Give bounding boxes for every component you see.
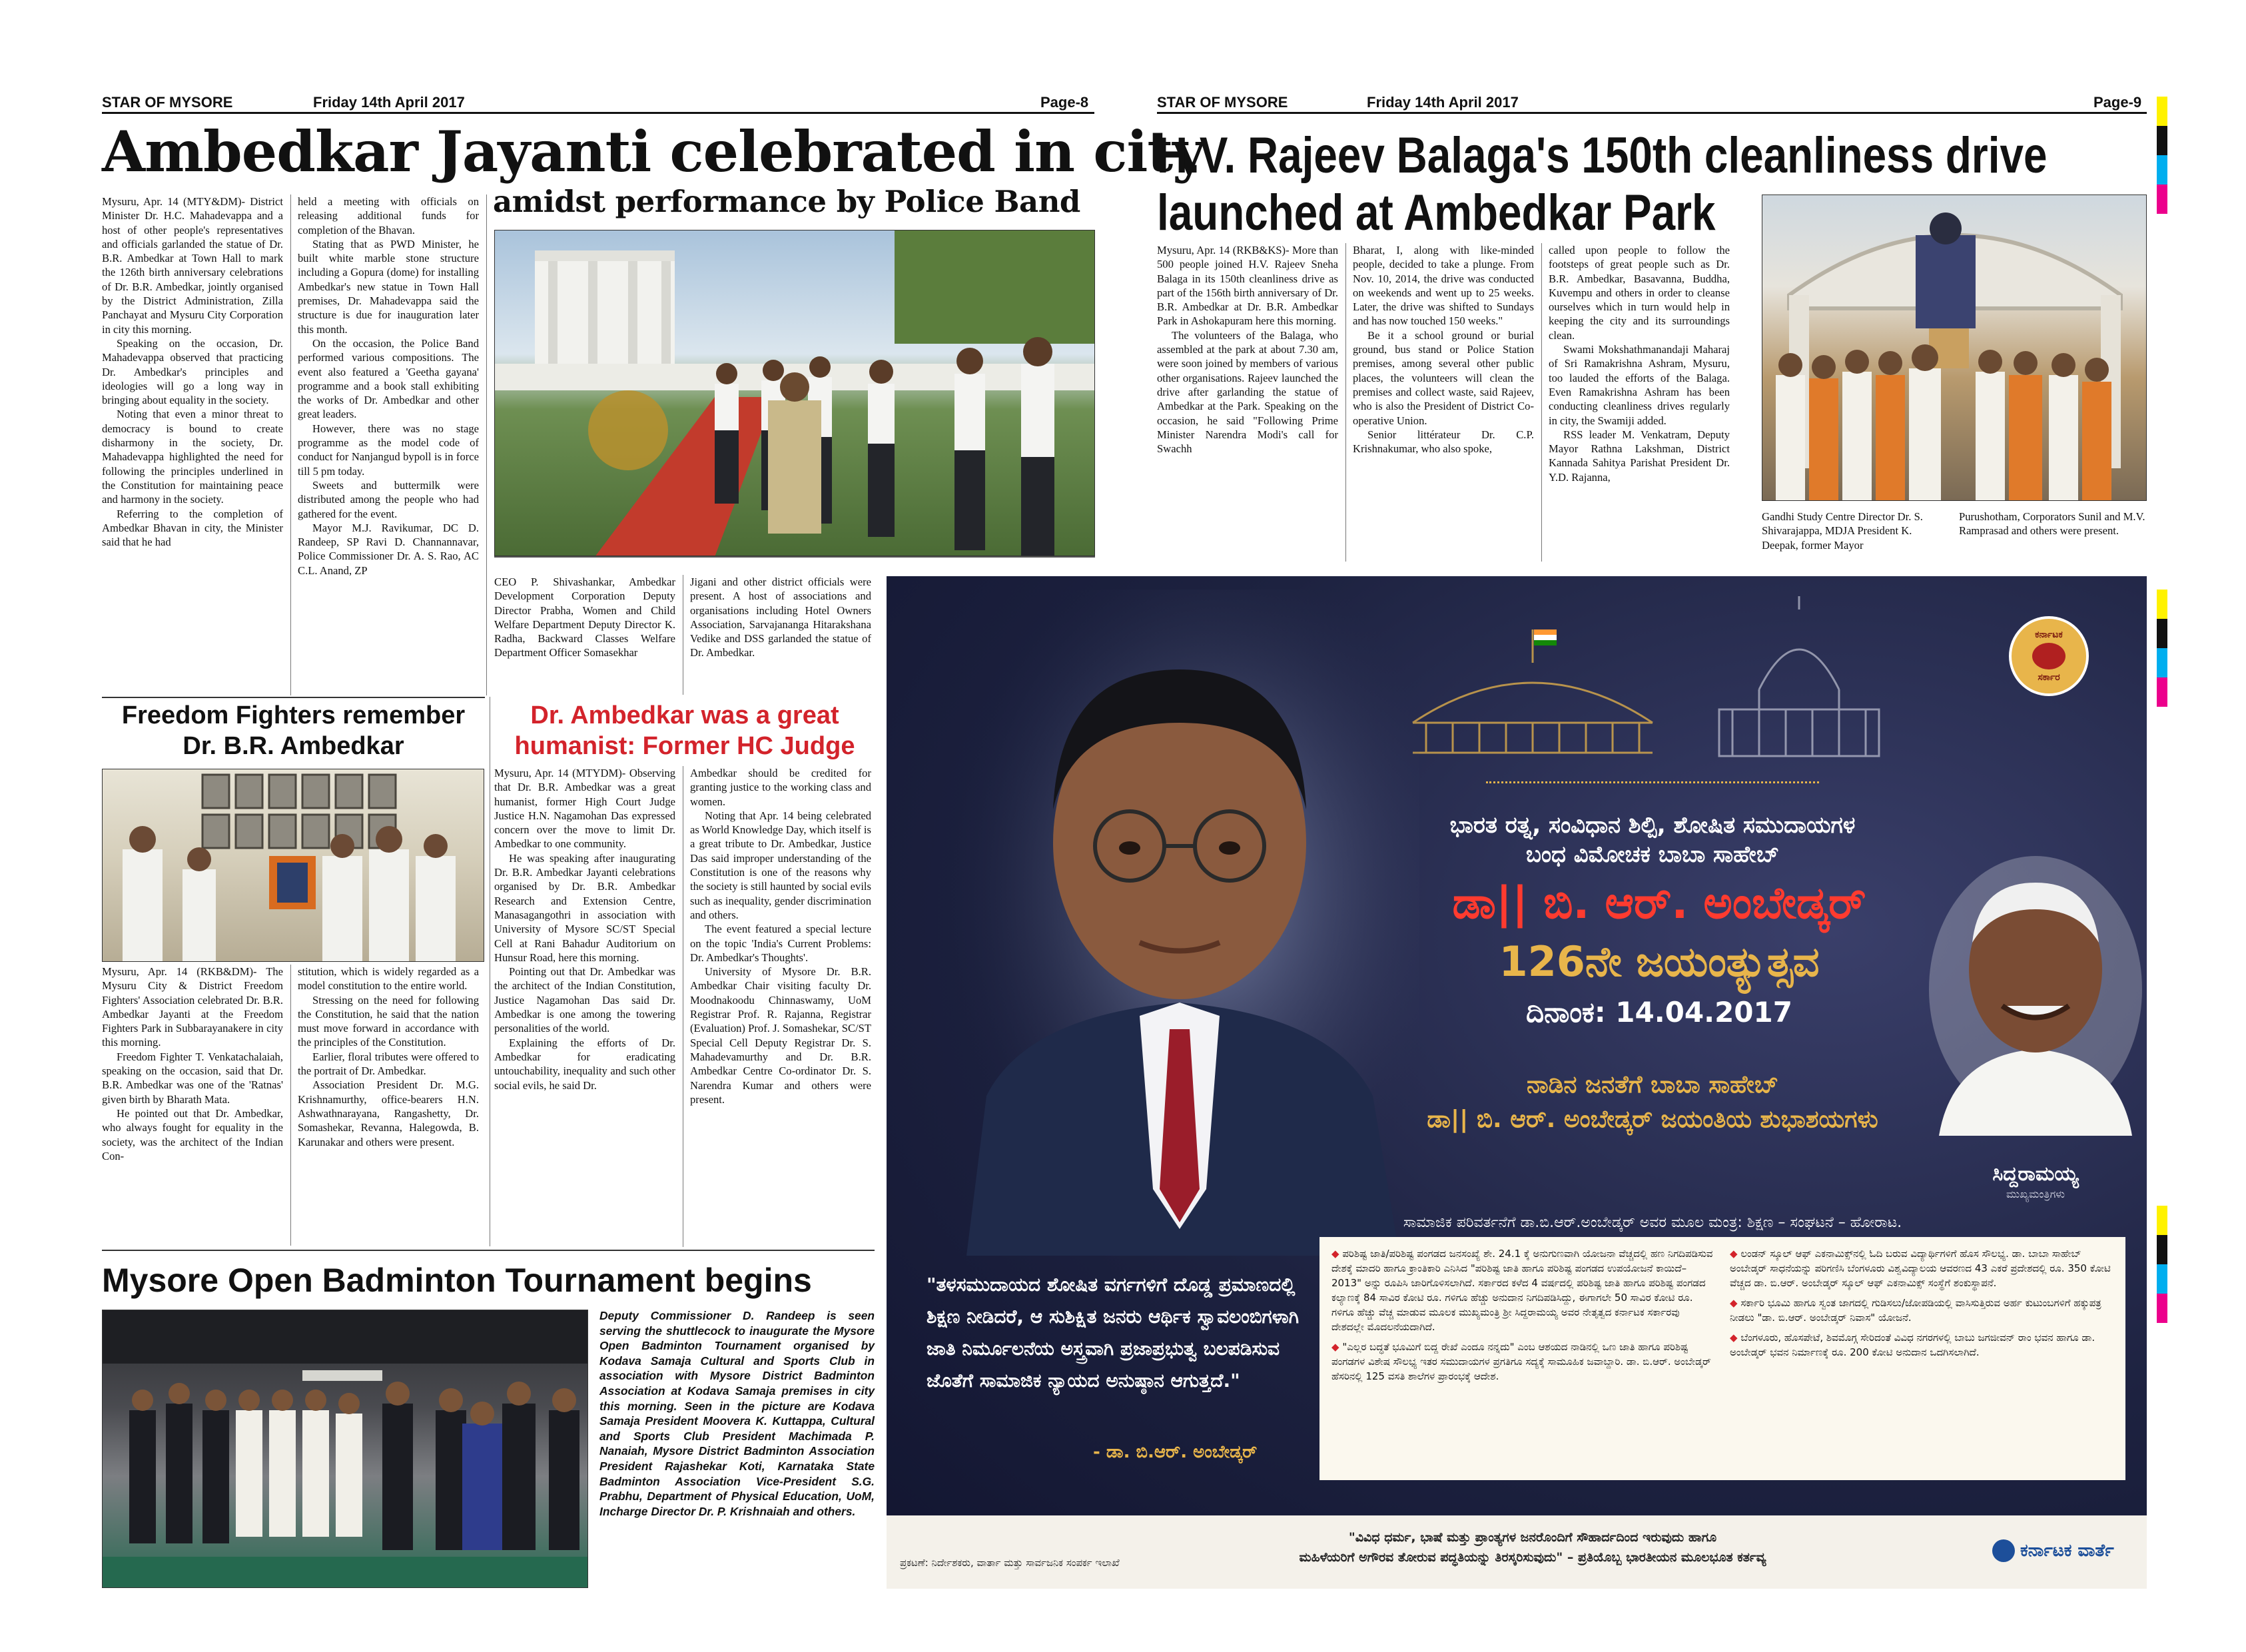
- badminton-illustration: [103, 1310, 588, 1588]
- paragraph: Stressing on the need for following the Constitution, he said that the nation must move forward in accordance with the principles of the Constitution.: [298, 993, 479, 1049]
- varthe-logo-icon: [1992, 1539, 2015, 1562]
- ornament-divider: [1486, 781, 1819, 785]
- freedom-fighters-photo: [102, 769, 484, 962]
- advert-greet1: ನಾಡಿನ ಜನತೆಗೆ ಬಾಬಾ ಸಾಹೇಬ್: [1526, 1071, 1779, 1098]
- parliament-illustration: [1386, 590, 2052, 763]
- advert-bullet-panel: [1319, 1237, 2125, 1480]
- advert-line2: ಬಂಧ ವಿಮೋಚಕ ಬಾಬಾ ಸಾಹೇಬ್: [1525, 841, 1780, 868]
- paragraph: Association President Dr. M.G. Krishnamurthy, office-bearers H.N. Ashwathnarayana, Rangashetty, Dr. Somashekar, Revanna, Halegowda, B. Karunakar and others were present.: [298, 1078, 479, 1148]
- story2-headline-line1: Freedom Fighters remember: [121, 701, 466, 729]
- paragraph: Stating that as PWD Minister, he built white marble stone structure including a Gopura (dome) for installing Ambedkar's new statue in Town Hall premises, Dr. Mahadevappa said the structure is due for inauguration later this month.: [298, 237, 479, 336]
- story-divider: [102, 1250, 875, 1251]
- cleanliness-drive-photo: [1762, 195, 2147, 501]
- paragraph: However, there was no stage programme as the model code of conduct for Nanjangud bypoll is in force till 5 pm today.: [298, 422, 479, 478]
- bullet-item: [1331, 1340, 1715, 1384]
- bullet-text: "ಎಲ್ಲರ ಬದ್ಧತೆ ಭೂಮಿಗೆ ಬಿದ್ದ ರೇಖೆ ಎಂದೂ ನನ್ನದು" ಎಂಬ ಆಶಯದ ನಾಡಿನಲ್ಲಿ ಒಣ ಜಾತಿ ಹಾಗೂ ಪರಿಶಿಷ್ಟ ಪಂಗಡಗಳ ವಿಶೇಷ ಸೌಲಭ್ಯ ಇತರ ಸಮುದಾಯಗಳ ಪ್ರಗತಿಗೂ ಸದ್ಯಕ್ಕೆ ಸಾಮೂಹಿಕ ಜವಾಬ್ದಾರಿ. ಡಾ. ಬಿ.ಆರ್. ಅಂಬೇಡ್ಕರ್ ಹೆಸರಿನಲ್ಲಿ 125 ವಸತಿ ಶಾಲೆಗಳ ಪ್ರಾರಂಭಕ್ಕೆ ಆದೇಶ.: [1331, 1341, 1711, 1382]
- bullet-icon: ◆: [1730, 1297, 1741, 1309]
- story5-col1: [1157, 243, 1338, 562]
- paragraph: On the occasion, the Police Band performed various compositions. The event also featured a 'Geetha gayana' programme and a book stall exhibiting the works of Dr. Ambedkar and other great leaders.: [298, 336, 479, 421]
- advert-jayanti: 126ನೇ ಜಯಂತ್ಯುತ್ಸವ: [1499, 937, 1820, 986]
- paragraph: Freedom Fighter T. Venkatachalaiah, speaking on the occasion, said that Dr. B.R. Ambedkar was one of the 'Ratnas' given birth by Bharath Mata.: [102, 1050, 283, 1106]
- story5-caption-col2: Purushotham, Corporators Sunil and M.V. Ramprasad and others were present.: [1959, 510, 2145, 538]
- paragraph: The volunteers of the Balaga, who assembled at the park at about 7.30 am, were soon joined by members of various other organisations. Rajeev launched the drive after garlanding the statue of Ambedkar at the Park. Speaking on the occasion, he said "Following Prime Minister Narendra Modi's call for Swachh: [1157, 328, 1338, 456]
- karnataka-seal: [2009, 616, 2089, 696]
- bullet-item: [1730, 1330, 2113, 1360]
- bullet-item: [1331, 1246, 1715, 1334]
- folio-rule-left: [102, 112, 1094, 114]
- story1-headline: Ambedkar Jayanti celebrated in city: [102, 119, 1205, 185]
- advert-date: ದಿನಾಂಕ: 14.04.2017: [1526, 996, 1792, 1029]
- story-divider: [102, 697, 485, 698]
- paragraph: Noting that even a minor threat to democracy is bound to create disharmony in the society, Dr. Mahadevappa highlighted the need for following the principles underlined in the Constitution for maintaining peace and harmony in the society.: [102, 408, 283, 506]
- story5-headline-line1: H.V. Rajeev Balaga's 150th cleanliness drive: [1157, 127, 2048, 184]
- cleanliness-drive-illustration: [1762, 195, 2147, 501]
- story3-col2: [690, 766, 871, 1247]
- advert-quote: "ತಳಸಮುದಾಯದ ಶೋಷಿತ ವರ್ಗಗಳಿಗೆ ದೊಡ್ಡ ಪ್ರಮಾಣದಲ್ಲಿ ಶಿಕ್ಷಣ ನೀಡಿದರೆ, ಆ ಸುಶಿಕ್ಷಿತ ಜನರು ಆರ್ಥಿಕ ಸ್ವಾವಲಂಬಿಗಳಾಗಿ ಜಾತಿ ನಿರ್ಮೂಲನೆಯ ಅಸ್ತ್ರವಾಗಿ ಪ್ರಜಾಪ್ರಭುತ್ವ ಬಲಪಡಿಸುವ ಜೊತೆಗೆ ಸಾಮಾಜಿಕ ನ್ಯಾಯದ ಅನುಷ್ಠಾನ ಆಗುತ್ತದೆ.": [927, 1274, 1300, 1392]
- paragraph: Senior littérateur Dr. C.P. Krishnakumar, who also spoke,: [1353, 428, 1534, 456]
- paragraph: CEO P. Shivashankar, Ambedkar Development Corporation Deputy Director Prabha, Women and Child Welfare Department Deputy Director K. Radha, Backward Classes Welfare Department Officer Somasekhar: [494, 576, 675, 659]
- paragraph: Mysuru, Apr. 14 (MTY&DM)- District Minister Dr. H.C. Mahadevappa and a host of other people's representatives and officials garlanded the statue of Dr. B.R. Ambedkar at Town Hall to mark the 126th birth anniversary celebrations of Dr. B.R. Ambedkar, jointly organised by the District Administration, Zilla Panchayat and Mysuru City Corporation in city this morning.: [102, 195, 283, 336]
- column-rule: [486, 195, 487, 695]
- story2-col2: [298, 965, 479, 1246]
- advert-greeting: [1366, 1068, 1939, 1137]
- seal-emblem-icon: [2032, 643, 2065, 669]
- paragraph: He pointed out that Dr. Ambedkar, who always fought for equality in the society, was the architect of the Indian Con-: [102, 1106, 283, 1162]
- paragraph: Referring to the completion of Ambedkar Bhavan in city, the Minister said that he had: [102, 507, 283, 549]
- story4-headline: Mysore Open Badminton Tournament begins: [102, 1262, 812, 1299]
- paragraph: Mysuru, Apr. 14 (RKB&DM)- The Mysuru City & District Freedom Fighters' Association celebrated Dr. B.R. Ambedkar Jayanti at the Freedom Fighters Park in Subbarayanakere in city this morning.: [102, 965, 283, 1049]
- paragraph: Sweets and buttermilk were distributed among the people who had gathered for the event.: [298, 478, 479, 520]
- advert-line1: ಭಾರತ ರತ್ನ, ಸಂವಿಧಾನ ಶಿಲ್ಪಿ, ಶೋಷಿತ ಸಮುದಾಯಗಳ: [1449, 812, 1856, 839]
- advert-intro: [1439, 811, 1866, 869]
- bullet-text: ಲಂಡನ್ ಸ್ಕೂಲ್ ಆಫ್ ಎಕನಾಮಿಕ್ಸ್‌ನಲ್ಲಿ ಓದಿ ಬರುವ ವಿದ್ಯಾರ್ಥಿಗಳಿಗೆ ಹೊಸ ಸೌಲಭ್ಯ. ಡಾ. ಬಾಬಾ ಸಾಹೇಬ್ ಅಂಬೇಡ್ಕರ್ ಸಾಧನೆಯನ್ನು ಪರಿಗಣಿಸಿ ಬೆಂಗಳೂರು ವಿಶ್ವವಿದ್ಯಾಲಯ ಆವರಣದ 43 ಎಕರೆ ಪ್ರದೇಶದಲ್ಲಿ ರೂ. 350 ಕೋಟಿ ವೆಚ್ಚದ ಡಾ. ಬಿ.ಆರ್. ಅಂಬೇಡ್ಕರ್ ಸ್ಕೂಲ್ ಆಫ್ ಎಕನಾಮಿಕ್ಸ್ ಸಂಸ್ಥೆಗೆ ಶಂಕುಸ್ಥಾಪನೆ.: [1730, 1248, 2111, 1289]
- seal-top: ಕರ್ನಾಟಕ: [2035, 629, 2063, 640]
- seal-bottom: ಸರ್ಕಾರ: [2038, 672, 2060, 683]
- bullet-icon: ◆: [1730, 1332, 1741, 1344]
- paragraph: Noting that Apr. 14 being celebrated as World Knowledge Day, which itself is a great tribute to Dr. Ambedkar, Justice Das said improper understanding of the Constitution is one of the reasons why the society is still haunted by social evils such as inequality, gender discrimination and others.: [690, 809, 871, 921]
- cm-name: ಸಿದ್ದರಾಮಯ್ಯ: [1992, 1162, 2079, 1186]
- advert-greet2: ಡಾ|| ಬಿ. ಆರ್. ಅಂಬೇಡ್ಕರ್ ಜಯಂತಿಯ ಶುಭಾಶಯಗಳು: [1427, 1106, 1878, 1133]
- paragraph: Pointing out that Dr. Ambedkar was the architect of the Indian Constitution, Justice Nagamohan Das said Dr. Ambedkar is one among the towering personalities of the world.: [494, 965, 675, 1035]
- paragraph: Speaking on the occasion, Dr. Mahadevappa observed that practicing Dr. Ambedkar's principles and ideologies will go a long way in bringing about equality in the society.: [102, 336, 283, 407]
- bullet-icon: ◆: [1331, 1248, 1343, 1260]
- story1-col4: [690, 575, 871, 696]
- paragraph: Ambedkar should be credited for granting justice to the working class and women.: [690, 767, 871, 808]
- bullet-item: [1730, 1246, 2113, 1290]
- story3-headline-line2: humanist: Former HC Judge: [514, 731, 855, 760]
- ambedkar-portrait: [940, 590, 1419, 1256]
- varthe-logo-text: ಕರ್ನಾಟಕ ವಾರ್ತೆ: [2020, 1540, 2114, 1561]
- folio-paper-left: STAR OF MYSORE: [102, 94, 233, 111]
- bullet-icon: ◆: [1331, 1341, 1343, 1353]
- story1-subhead: amidst performance by Police Band: [493, 184, 1080, 219]
- freedom-fighters-illustration: [103, 769, 484, 962]
- paragraph: held a meeting with officials on releasing additional funds for completion of the Bhavan.: [298, 195, 479, 236]
- column-rule: [1345, 243, 1346, 562]
- advert-footer: [887, 1515, 2147, 1589]
- advert-name: ಡಾ|| ಬಿ. ಆರ್. ಅಂಬೇಡ್ಕರ್: [1452, 877, 1866, 929]
- story1-col1: [102, 195, 283, 695]
- paragraph: Explaining the efforts of Dr. Ambedkar for eradicating untouchability, inequality and such other social evils, he said Dr.: [494, 1036, 675, 1092]
- bullets-right: [1730, 1246, 2113, 1471]
- column-rule: [1541, 243, 1542, 562]
- paragraph: University of Mysore Dr. B.R. Ambedkar Chair visiting faculty Dr. Moodnakoodu Chinnaswamy, UoM Registrar Prof. R. Rajanna, Registrar (Evaluation) Prof. J. Somashekar, SC/ST Special Cell Deputy Registrar Dr. S. Mahadevamurthy and Dr. B.R. Ambedkar Centre Co-ordinator Dr. S. Narendra Kumar and others were present.: [690, 965, 871, 1106]
- paragraph: Bharat, I, along with like-minded people, decided to take a plunge. From Nov. 10, 2014, the drive was conducted on weekends and went up to 25 weeks. Later, the drive was shifted to Sundays and has now touched 150 weeks.": [1353, 244, 1534, 328]
- folio-date-right: Friday 14th April 2017: [1367, 94, 1519, 111]
- bullets-left: [1331, 1246, 1715, 1471]
- story2-headline: [102, 701, 485, 761]
- bullet-text: ಬೆಂಗಳೂರು, ಹೊಸಪೇಟೆ, ಶಿವಮೊಗ್ಗ ಸೇರಿದಂತೆ ವಿವಿಧ ನಗರಗಳಲ್ಲಿ ಬಾಬು ಜಗಜೀವನ್ ರಾಂ ಭವನ ಹಾಗೂ ಡಾ. ಅಂಬೇಡ್ಕರ್ ಭವನ ನಿರ್ಮಾಣಕ್ಕೆ ರೂ. 200 ಕೋಟಿ ಅನುದಾನ ಒದಗಿಸಲಾಗಿದೆ.: [1730, 1332, 2095, 1358]
- police-band-illustration: [495, 230, 1095, 556]
- story5-caption-col1: Gandhi Study Centre Director Dr. S. Shivarajappa, MDJA President K. Deepak, former Mayor: [1762, 510, 1923, 552]
- paragraph: Jigani and other district officials were present. A host of associations and organisations including Hotel Owners Association, Sarvajananga Hitarakshana Vedike and DSS garlanded the statue of Dr. Ambedkar.: [690, 576, 871, 659]
- paragraph: Mysuru, Apr. 14 (RKB&KS)- More than 500 people joined H.V. Rajeev Sneha Balaga in its 150th cleanliness drive as part of the 156th birth anniversary of Dr. B.R. Ambedkar at Dr. B.R. Ambedkar Park in Ashokapuram here this morning.: [1157, 244, 1338, 328]
- story3-headline-line1: Dr. Ambedkar was a great: [530, 701, 839, 729]
- bullet-item: [1730, 1296, 2113, 1325]
- folio-paper-right: STAR OF MYSORE: [1157, 94, 1288, 111]
- folio-rule-right: [1157, 112, 2147, 114]
- bullet-icon: ◆: [1730, 1248, 1741, 1260]
- paragraph: Be it a school ground or burial ground, bus stand or Police Station premises, among several other public places, the volunteers will clean the premises and collect waste, said Rajeev, who is also the President of District Co-operative Union.: [1353, 328, 1534, 427]
- advert-footer-center: [1200, 1527, 1866, 1567]
- police-band-photo: [494, 230, 1095, 556]
- story2-col1: [102, 965, 283, 1246]
- folio-date-left: Friday 14th April 2017: [313, 94, 465, 111]
- paragraph: Earlier, floral tributes were offered to the portrait of Dr. Ambedkar.: [298, 1050, 479, 1078]
- column-rule: [290, 195, 291, 695]
- story2-headline-line2: Dr. B.R. Ambedkar: [183, 731, 404, 760]
- footer-line1: "ವಿವಿಧ ಧರ್ಮ, ಭಾಷೆ ಮತ್ತು ಪ್ರಾಂತ್ಯಗಳ ಜನರೊಂದಿಗೆ ಸೌಹಾರ್ದದಿಂದ ಇರುವುದು ಹಾಗೂ: [1348, 1530, 1717, 1545]
- government-advertisement: [887, 576, 2147, 1589]
- karnataka-varthe-logo: [1992, 1539, 2114, 1562]
- advert-footer-left: ಪ್ರಕಟಣೆ: ನಿರ್ದೇಶಕರು, ವಾರ್ತಾ ಮತ್ತು ಸಾರ್ವಜನಿಕ ಸಂಪರ್ಕ ಇಲಾಖೆ: [900, 1557, 1120, 1569]
- paragraph: Mayor M.J. Ravikumar, DC D. Randeep, SP Ravi D. Channannavar, Police Commissioner Dr. A. S. Rao, AC C.L. Anand, ZP: [298, 521, 479, 577]
- paragraph: The event featured a special lecture on the topic 'India's Current Problems: Dr. Ambedkar's Thoughts'.: [690, 923, 871, 964]
- paragraph: stitution, which is widely regarded as a model constitution to the entire world.: [298, 965, 479, 993]
- story5-headline-line2: launched at Ambedkar Park: [1157, 185, 1716, 241]
- advert-quote-author: - ಡಾ. ಬಿ.ಆರ್. ಅಂಬೇಡ್ಕರ್: [1093, 1442, 1258, 1462]
- cm-title: ಮುಖ್ಯಮಂತ್ರಿಗಳು: [2006, 1188, 2065, 1200]
- folio-page-right: Page-9: [2093, 94, 2142, 111]
- chief-minister-portrait: [1926, 856, 2145, 1136]
- story5-col3: [1549, 243, 1730, 562]
- story4-caption: Deputy Commissioner D. Randeep is seen serving the shuttlecock to inaugurate the Mysore Open Badminton Tournament organised by Kodava Samaja Cultural and Sports Club in association with Mysore District Badminton Association at Kodava Samaja premises in city this morning. Seen in the picture are Kodava Samaja President Moovera K. Kuttappa, Cultural and Sports Club President Machimada P. Nanaiah, Mysore District Badminton Association President Rajashekar Koti, Karnataka State Badminton Association Vice-President S.G. Prabhu, Department of Physical Education, UoM, Incharge Director Dr. P. Krishnaiah and others.: [599, 1309, 875, 1518]
- story3-headline: [494, 701, 875, 761]
- advert-mantra: ಸಾಮಾಜಿಕ ಪರಿವರ್ತನೆಗೆ ಡಾ.ಬಿ.ಆರ್.ಅಂಬೇಡ್ಕರ್ ಅವರ ಮೂಲ ಮಂತ್ರ: ಶಿಕ್ಷಣ – ಸಂಘಟನೆ – ಹೋರಾಟ.: [1403, 1214, 1902, 1231]
- folio-page-left: Page-8: [1040, 94, 1089, 111]
- column-rule: [290, 965, 291, 1246]
- story1-col2: [298, 195, 479, 695]
- story1-col3: [494, 575, 675, 696]
- paragraph: Mysuru, Apr. 14 (MTYDM)- Observing that Dr. B.R. Ambedkar was a great humanist, former High Court Judge Justice H.N. Nagamohan Das expressed concern over the move to limit Dr. Ambedkar to one community.: [494, 767, 675, 851]
- paragraph: called upon people to follow the footsteps of great people such as Dr. B.R. Ambedkar, Basavanna, Buddha, Kuvempu and others in order to cleanse ourselves which in turn would help in keeping the city and its surroundings clean.: [1549, 244, 1730, 342]
- story3-col1: [494, 766, 675, 1247]
- paragraph: Swami Mokshathmanandaji Maharaj of Sri Ramakrishna Ashram, Mysuru, too lauded the efforts of the Balaga. Even Ramakrishna Ashram has been conducting cleanliness drives regularly in city, the Swamiji added.: [1549, 343, 1730, 427]
- bullet-text: ಸರ್ಕಾರಿ ಭೂಮಿ ಹಾಗೂ ಸ್ವಂತ ಜಾಗದಲ್ಲಿ ಗುಡಿಸಲು/ಜೋಪಡಿಯಲ್ಲಿ ವಾಸಿಸುತ್ತಿರುವ ಅರ್ಹ ಕುಟುಂಬಗಳಿಗೆ ಹಕ್ಕುಪತ್ರ ನೀಡಲು "ಡಾ. ಬಿ.ಆರ್. ಅಂಬೇಡ್ಕರ್ ನಿವಾಸ" ಯೋಜನೆ.: [1730, 1297, 2101, 1324]
- story-divider: [494, 556, 1095, 558]
- footer-line2: ಮಹಿಳೆಯರಿಗೆ ಅಗೌರವ ತೋರುವ ಪದ್ಧತಿಯನ್ನು ತಿರಸ್ಕರಿಸುವುದು" – ಪ್ರತಿಯೊಬ್ಬ ಭಾರತೀಯನ ಮೂಲಭೂತ ಕರ್ತವ್ಯ: [1299, 1550, 1766, 1565]
- story5-col2: [1353, 243, 1534, 562]
- badminton-photo: [102, 1310, 588, 1588]
- paragraph: RSS leader M. Venkatram, Deputy Mayor Rathna Lakshman, District Kannada Sahitya Parishat President Dr. Y.D. Rajanna,: [1549, 428, 1730, 484]
- bullet-text: ಪರಿಶಿಷ್ಟ ಜಾತಿ/ಪರಿಶಿಷ್ಟ ಪಂಗಡದ ಜನಸಂಖ್ಯೆ ಶೇ. 24.1 ಕ್ಕೆ ಅನುಗುಣವಾಗಿ ಯೋಜನಾ ವೆಚ್ಚದಲ್ಲಿ ಹಣ ನಿಗದಿಪಡಿಸುವ ದೇಶಕ್ಕೆ ಮಾದರಿ ಹಾಗೂ ಕ್ರಾಂತಿಕಾರಿ ಎನಿಸಿದ "ಪರಿಶಿಷ್ಟ ಜಾತಿ ಹಾಗೂ ಪರಿಶಿಷ್ಟ ಪಂಗಡದ ಉಪಯೋಜನೆ ಕಾಯಿದೆ–2013" ಅನ್ನು ರೂಪಿಸಿ ಜಾರಿಗೊಳಿಸಲಾಗಿದೆ. ಸರ್ಕಾರದ ಕಳೆದ 4 ವರ್ಷದಲ್ಲಿ ಪರಿಶಿಷ್ಟ ಜಾತಿ ಹಾಗೂ ಪರಿಶಿಷ್ಟ ಪಂಗಡದ ಕಲ್ಯಾಣಕ್ಕೆ 84 ಸಾವಿರ ಕೋಟಿ ರೂ. ಗಳಿಗೂ ಹೆಚ್ಚು ಅನುದಾನ ನಿಗದಿಪಡಿಸಿದ್ದು, ಈಗಾಗಲೇ 50 ಸಾವಿರ ಕೋಟಿ ರೂ. ಗಳಿಗೂ ಹೆಚ್ಚು ವೆಚ್ಚ ಮಾಡುವ ಮೂಲಕ ಮುಖ್ಯಮಂತ್ರಿ ಶ್ರೀ ಸಿದ್ದರಾಮಯ್ಯ ಅವರ ನೇತೃತ್ವದ ಕರ್ನಾಟಕ ಸರ್ಕಾರವು ದೇಶದಲ್ಲೇ ಮೊದಲನೆಯದಾಗಿದೆ.: [1331, 1248, 1713, 1333]
- paragraph: He was speaking after inaugurating Dr. B.R. Ambedkar Jayanti celebrations organised by Dr. B.R. Ambedkar Research and Extension Centre, Manasagangothri in association with University of Mysore SC/ST Special Cell at Rani Bahadur Auditorium on Hunsur Road, here this morning.: [494, 851, 675, 964]
